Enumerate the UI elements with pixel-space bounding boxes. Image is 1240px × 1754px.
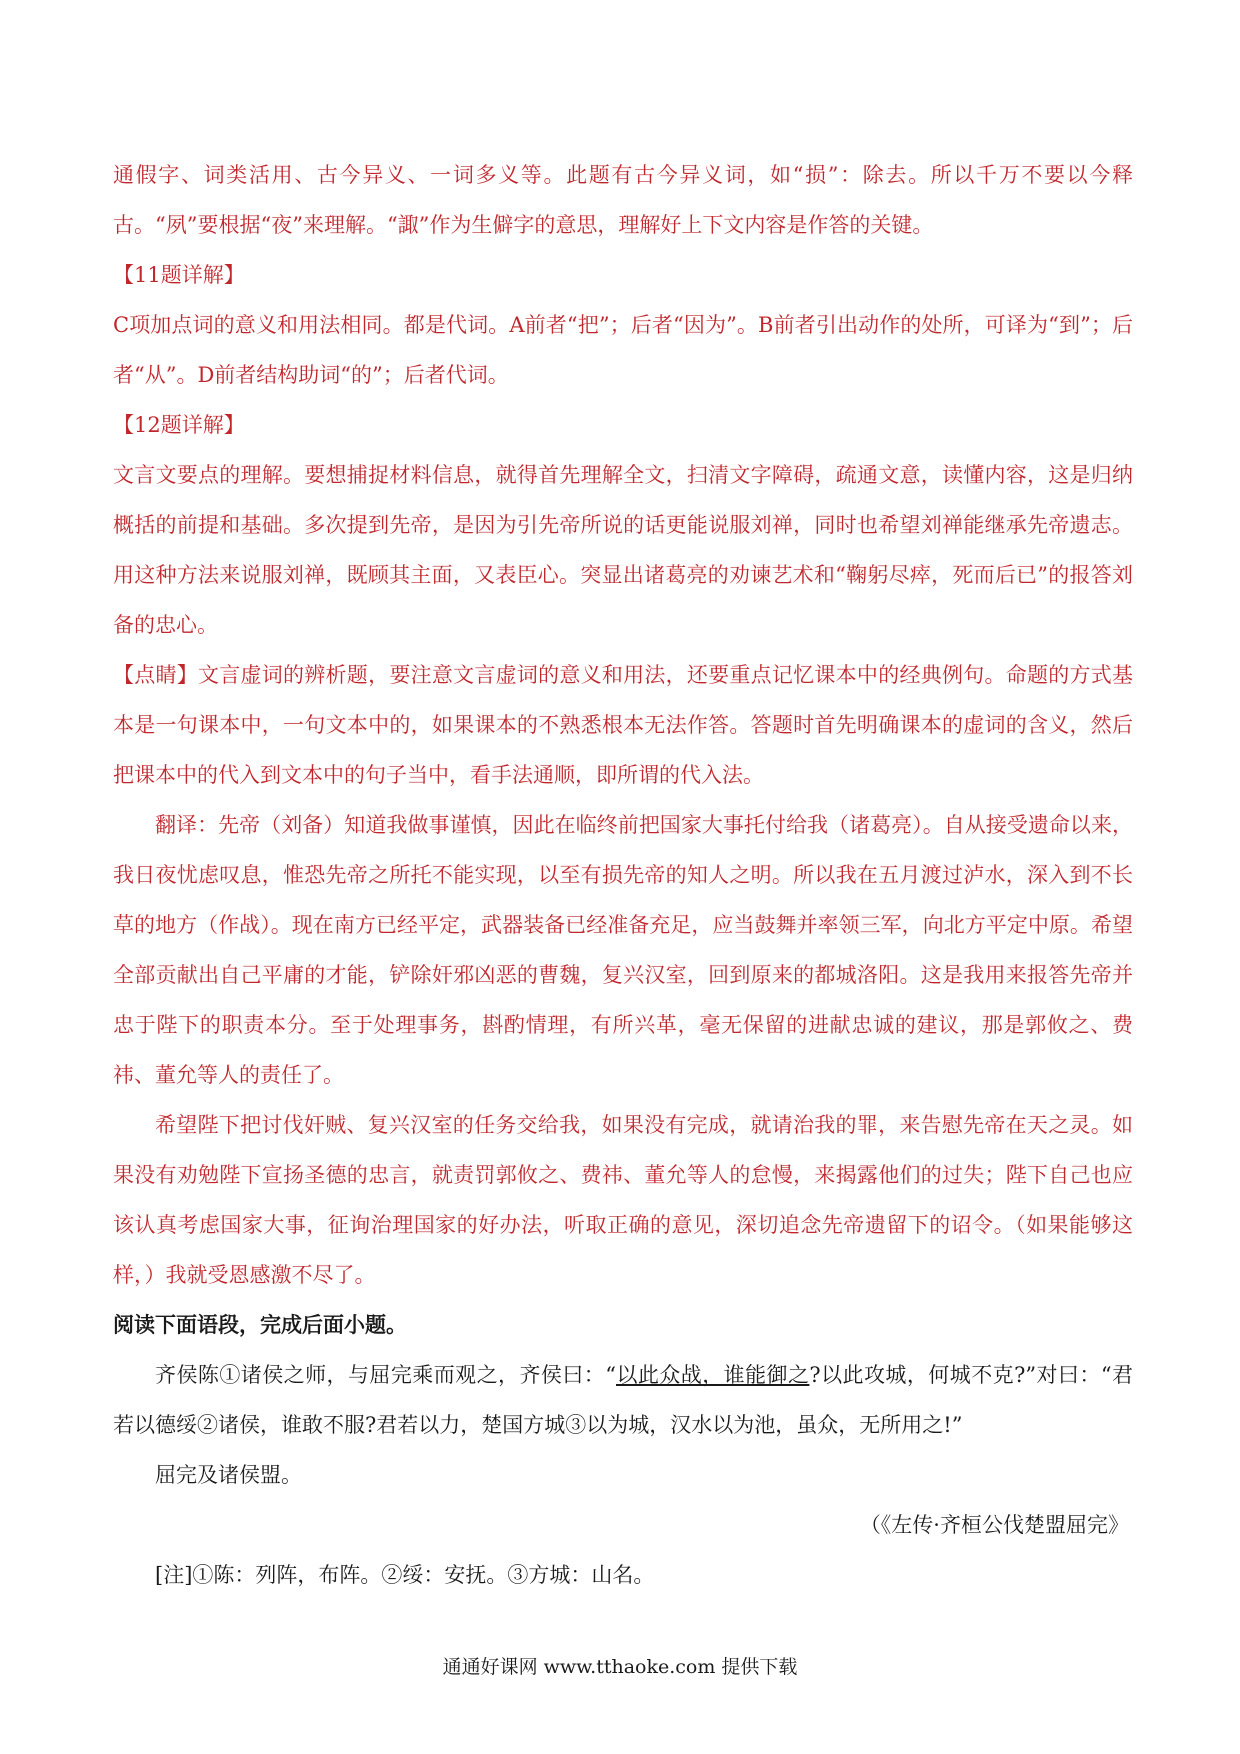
translation-paragraph-2: 希望陛下把讨伐奸贼、复兴汉室的任务交给我，如果没有完成，就请治我的罪，来告慰先帝在天之灵。如果没有劝勉陛下宣扬圣德的忠言，就责罚郭攸之、费祎、董允等人的怠慢，来揭露他们的过失；陛下自己也应该认真考虑国家大事，征询治理国家的好办法，听取正确的意见，深切追念先帝遗留下的诏令。（如果能够这样，）我就受恩感激不尽了。: [113, 1113, 1133, 1287]
classical-passage-2: 屈完及诸侯盟。: [155, 1463, 302, 1487]
reading-instruction: 阅读下面语段，完成后面小题。: [113, 1312, 407, 1337]
document-page: [113, 150, 1133, 1600]
question-12-heading: 【12题详解】: [113, 413, 245, 437]
explanation-paragraph: 通假字、词类活用、古今异义、一词多义等。此题有古今异义词，如“损”：除去。所以千万不要以今释古。“夙”要根据“夜”来理解。“諏”作为生僻字的意思，理解好上下文内容是作答的关键。: [113, 163, 1133, 237]
question-11-explanation: C项加点词的意义和用法相同。都是代词。A前者“把”；后者“因为”。B前者引出动作的处所，可译为“到”；后者“从”。D前者结构助词“的”；后者代词。: [113, 313, 1133, 387]
page-footer: 通通好课网 www.tthaoke.com 提供下载: [442, 1656, 798, 1678]
question-11-heading: 【11题详解】: [113, 263, 245, 287]
translation-paragraph-1: 翻译：先帝（刘备）知道我做事谨慎，因此在临终前把国家大事托付给我（诸葛亮）。自从接受遗命以来，我日夜忧虑叹息，惟恐先帝之所托不能实现，以至有损先帝的知人之明。所以我在五月渡过泸水，深入到不长草的地方（作战）。现在南方已经平定，武器装备已经准备充足，应当鼓舞并率领三军，向北方平定中原。希望全部贡献出自己平庸的才能，铲除奸邪凶恶的曹魏，复兴汉室，回到原来的都城洛阳。这是我用来报答先帝并忠于陛下的职责本分。至于处理事务，斟酌情理，有所兴革，毫无保留的进献忠诚的建议，那是郭攸之、费祎、董允等人的责任了。: [113, 813, 1133, 1087]
passage-text-pre: 齐侯陈①诸侯之师，与屈完乘而观之，齐侯曰：“: [155, 1363, 616, 1387]
passage-source: （《左传·齐桓公伐楚盟屈完》: [859, 1513, 1129, 1537]
question-12-explanation: 文言文要点的理解。要想捕捉材料信息，就得首先理解全文，扫清文字障碍，疏通文意，读懂内容，这是归纳概括的前提和基础。多次提到先帝，是因为引先帝所说的话更能说服刘禅，同时也希望刘禅能继承先帝遗志。用这种方法来说服刘禅，既顾其主面，又表臣心。突显出诸葛亮的劝谏艺术和“鞠躬尽瘁，死而后已”的报答刘备的忠心。: [113, 463, 1133, 637]
classical-passage: [113, 1350, 1133, 1450]
passage-notes: [注]①陈：列阵，布阵。②绥：安抚。③方城：山名。: [155, 1563, 655, 1587]
dianjing-paragraph: 【点睛】文言虚词的辨析题，要注意文言虚词的意义和用法，还要重点记忆课本中的经典例句。命题的方式基本是一句课本中，一句文本中的，如果课本的不熟悉根本无法作答。答题时首先明确课本的虚词的含义，然后把课本中的代入到文本中的句子当中，看手法通顺，即所谓的代入法。: [113, 663, 1133, 787]
underlined-sentence: 以此众战，谁能御之: [616, 1363, 810, 1387]
passage-text-post: ?以此攻城，何城不克?”对曰：“君若以德绥②诸侯，谁敢不服?君若以力，楚国方城③以为城，汉水以为池，虽众，无所用之!”: [113, 1363, 1134, 1437]
